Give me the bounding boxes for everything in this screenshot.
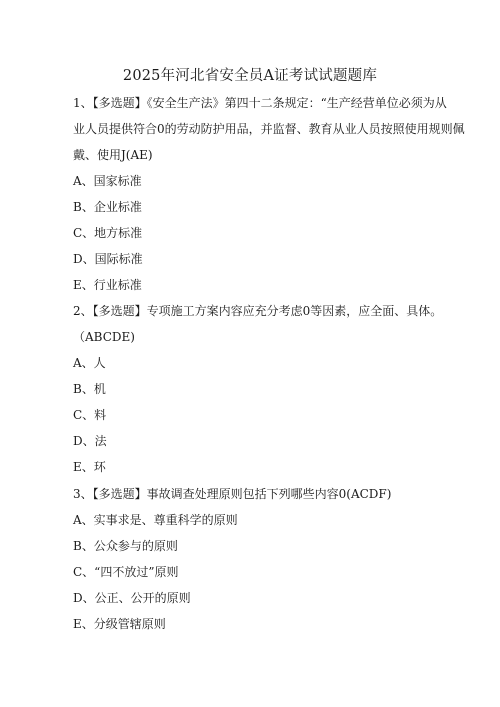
question-1-option-b: B、企业标准 — [73, 200, 142, 214]
question-1-stem-line-3: 戴、使用J(AE) — [73, 148, 153, 162]
question-2-option-a: A、人 — [73, 356, 106, 370]
question-2-option-d: D、法 — [73, 434, 107, 448]
question-3-option-a: A、实事求是、尊重科学的原则 — [73, 513, 238, 527]
question-2-stem-line-1: 2、【多选题】专项施工方案内容应充分考虑0等因素，应全面、具体。 — [73, 304, 443, 318]
question-3-option-b: B、公众参与的原则 — [73, 539, 178, 553]
question-2-option-c: C、料 — [73, 408, 107, 422]
question-1-option-e: E、行业标准 — [73, 278, 142, 292]
question-1-option-c: C、地方标准 — [73, 226, 143, 240]
question-1-option-a: A、国家标准 — [73, 174, 142, 188]
question-3-option-d: D、公正、公开的原则 — [73, 591, 191, 605]
question-1-stem-line-2: 业人员提供符合0的劳动防护用品，并监督、教育从业人员按照使用规则佩 — [73, 122, 465, 136]
document-title: 2025年河北省安全员A证考试试题题库 — [122, 68, 378, 84]
question-2-option-b: B、机 — [73, 382, 106, 396]
question-3-stem-line-1: 3、【多选题】事故调查处理原则包括下列哪些内容0(ACDF) — [73, 487, 392, 501]
question-3-option-c: C、“四不放过”原则 — [73, 565, 179, 579]
question-3-option-e: E、分级管辖原则 — [73, 617, 166, 631]
question-2-stem-line-2: （ABCDE) — [73, 330, 135, 344]
question-1-stem-line-1: 1、【多选题】《安全生产法》第四十二条规定：“生产经营单位必须为从 — [73, 96, 447, 110]
question-2-option-e: E、环 — [73, 460, 106, 474]
question-1-option-d: D、国际标准 — [73, 252, 143, 266]
